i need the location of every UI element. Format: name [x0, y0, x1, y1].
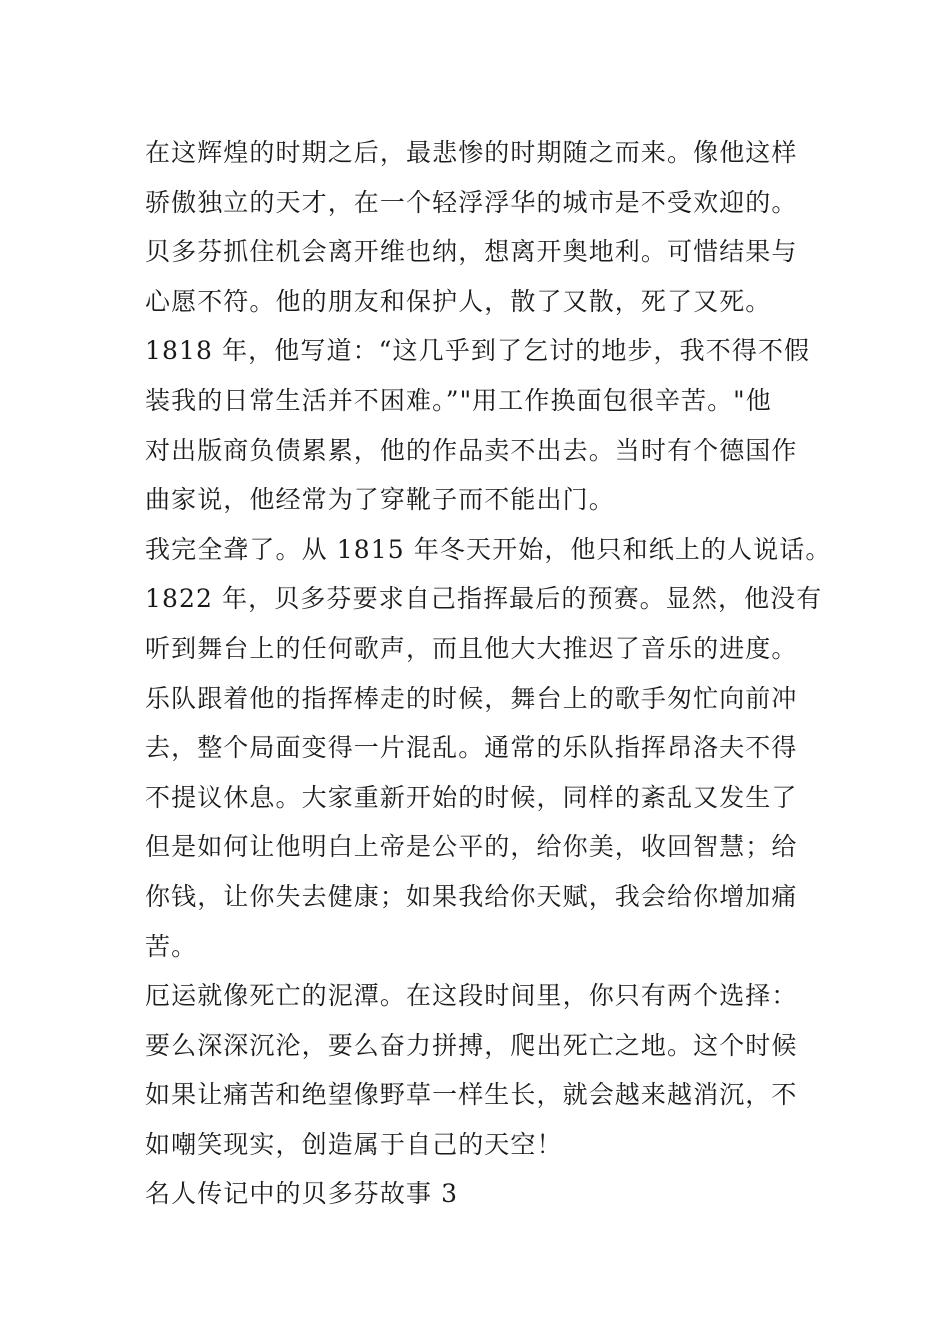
- text-line: 你钱，让你失去健康；如果我给你天赋，我会给你增加痛: [145, 881, 798, 911]
- text-line: 1822 年，贝多芬要求自己指挥最后的预赛。显然，他没有: [145, 584, 823, 614]
- text-line: 贝多芬抓住机会离开维也纳，想离开奥地利。可惜结果与: [145, 237, 798, 267]
- text-line: 听到舞台上的任何歌声，而且他大大推迟了音乐的进度。: [145, 633, 798, 663]
- text-line: 我完全聋了。从 1815 年冬天开始，他只和纸上的人说话。: [145, 534, 832, 564]
- text-line: 但是如何让他明白上帝是公平的，给你美，收回智慧；给: [145, 832, 798, 862]
- text-line: 曲家说，他经常为了穿靴子而不能出门。: [145, 485, 615, 515]
- text-line: 乐队跟着他的指挥棒走的时候，舞台上的歌手匆忙向前冲: [145, 683, 798, 713]
- text-line: 如果让痛苦和绝望像野草一样生长，就会越来越消沉，不: [145, 1080, 798, 1110]
- text-line: 如嘲笑现实，创造属于自己的天空！: [145, 1129, 563, 1159]
- text-line: 1818 年，他写道：“这几乎到了乞讨的地步，我不得不假: [145, 336, 811, 366]
- text-line: 对出版商负债累累，他的作品卖不出去。当时有个德国作: [145, 435, 798, 465]
- text-line: 苦。: [145, 931, 198, 961]
- text-line: 去，整个局面变得一片混乱。通常的乐队指挥昂洛夫不得: [145, 733, 798, 763]
- text-line: 心愿不符。他的朋友和保护人，散了又散，死了又死。: [145, 286, 772, 316]
- text-line: 在这辉煌的时期之后，最悲惨的时期随之而来。像他这样: [145, 138, 798, 167]
- section-heading: 名人传记中的贝多芬故事 3: [145, 1179, 459, 1209]
- text-line: 装我的日常生活并不困难。”"用工作换面包很辛苦。"他: [145, 385, 772, 415]
- text-line: 不提议休息。大家重新开始的时候，同样的紊乱又发生了: [145, 782, 798, 812]
- text-line: 要么深深沉沦，要么奋力拼搏，爬出死亡之地。这个时候: [145, 1030, 798, 1060]
- text-line: 骄傲独立的天才，在一个轻浮浮华的城市是不受欢迎的。: [145, 187, 798, 217]
- text-line: 厄运就像死亡的泥潭。在这段时间里，你只有两个选择：: [145, 981, 798, 1011]
- document-page: [145, 128, 832, 1219]
